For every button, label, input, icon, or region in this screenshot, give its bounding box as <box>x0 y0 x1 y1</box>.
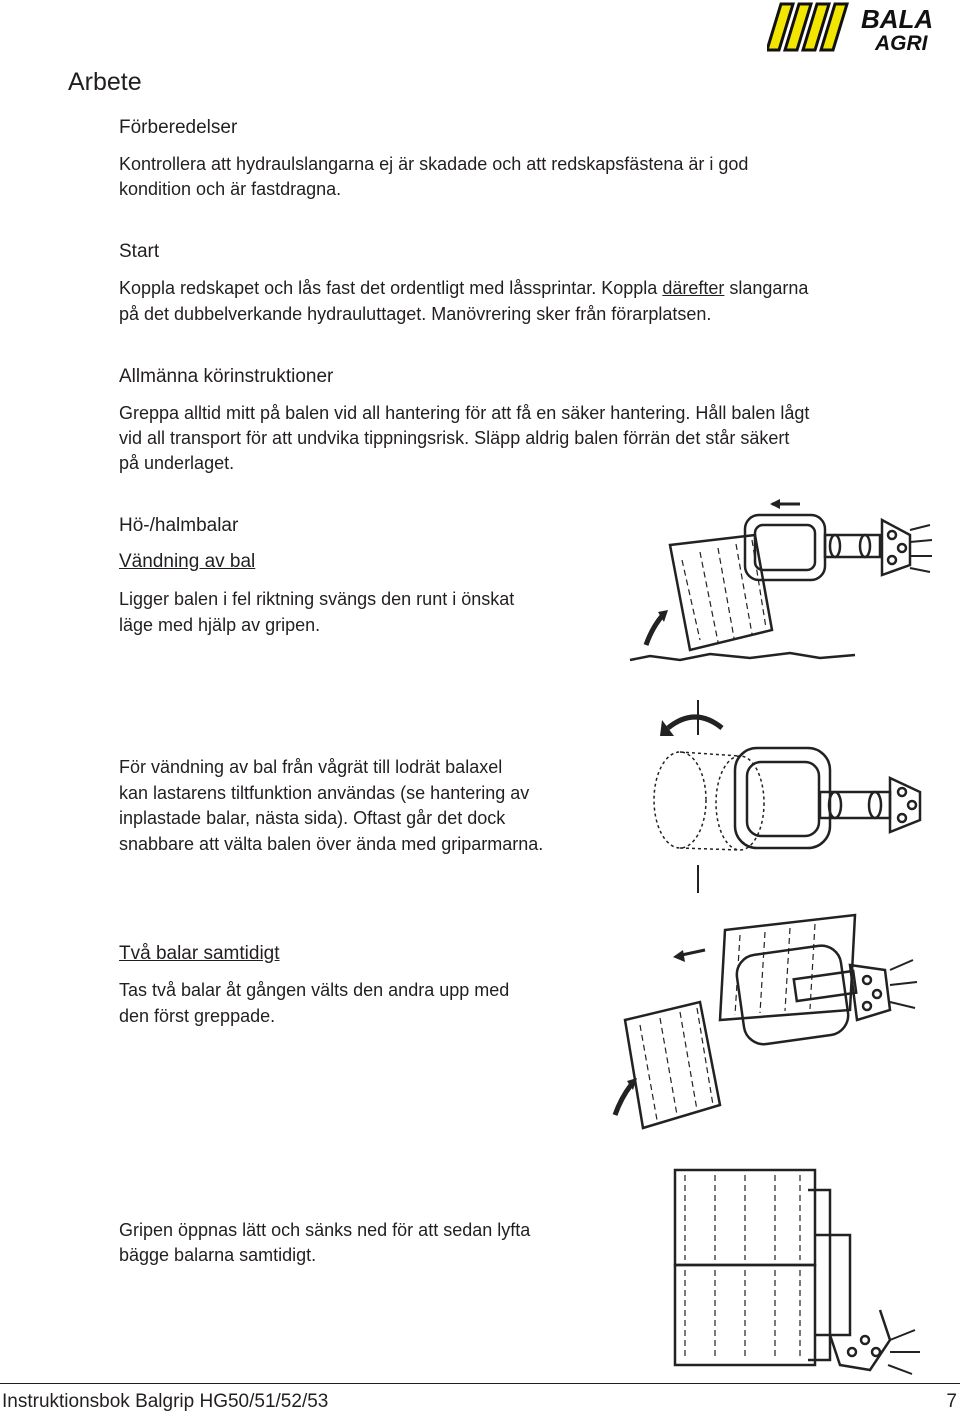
logo-text-agri: AGRI <box>875 32 928 52</box>
gripen-line-2: bägge balarna samtidigt. <box>119 1245 317 1265</box>
forberedelser-line-2: kondition och är fastdragna. <box>119 179 342 199</box>
tilt-arrow-icon <box>668 717 722 728</box>
subtitle-tva-balar: Två balar samtidigt <box>119 943 280 964</box>
bale-end <box>654 752 706 848</box>
footer-divider <box>0 1383 960 1384</box>
ho-line-2: läge med hjälp av gripen. <box>119 615 321 635</box>
section-title-start: Start <box>119 241 160 262</box>
start-line-1-part-a: Koppla redskapet och lås fast det ordentligt med låssprintar. Koppla <box>119 278 663 298</box>
ground-line <box>630 653 855 660</box>
page-heading: Arbete <box>68 68 142 96</box>
allmanna-line-2: vid all transport för att undvika tippningsrisk. Släpp aldrig balen förrän det står säkert <box>119 428 790 448</box>
vagratt-line-4: snabbare att välta balen över ända med griparmarna. <box>119 834 544 854</box>
rotate-arrow-icon <box>646 616 662 645</box>
bala-agri-logo <box>767 2 957 52</box>
vagratt-line-1: För vändning av bal från vågrät till lodrät balaxel <box>119 757 503 777</box>
rotate-arrow-icon <box>615 1085 631 1115</box>
section-title-allmanna: Allmänna körinstruktioner <box>119 366 334 387</box>
start-line-1-part-c: slangarna <box>724 278 809 298</box>
start-line-2: på det dubbelverkande hydrauluttaget. Manövrering sker från förarplatsen. <box>119 304 712 324</box>
subtitle-vandning: Vändning av bal <box>119 551 256 572</box>
lower-bale <box>625 1002 720 1128</box>
logo-stripes-icon <box>767 4 847 50</box>
footer-title: Instruktionsbok Balgrip HG50/51/52/53 <box>2 1391 329 1412</box>
allmanna-line-3: på underlaget. <box>119 453 235 473</box>
bale <box>670 535 772 650</box>
forberedelser-line-1: Kontrollera att hydraulslangarna ej är skadade och att redskapsfästena är i god <box>119 154 749 174</box>
gripen-line-1: Gripen öppnas lätt och sänks ned för att sedan lyfta <box>119 1220 531 1240</box>
allmanna-line-1: Greppa alltid mitt på balen vid all hantering för att få en säker hantering. Håll balen lågt <box>119 403 810 423</box>
figure-stacked-bales <box>640 1160 940 1380</box>
figure-two-bales <box>595 910 940 1135</box>
start-line-1 <box>119 276 808 302</box>
logo-text-bala: BALA <box>861 4 934 34</box>
figure-horizontal-bale <box>640 700 940 895</box>
vagratt-line-3: inplastade balar, nästa sida). Oftast går det dock <box>119 808 506 828</box>
figure-bale-rotation <box>620 490 940 665</box>
ho-line-1: Ligger balen i fel riktning svängs den runt i önskat <box>119 589 515 609</box>
page-number: 7 <box>946 1391 957 1412</box>
start-line-1-underlined: därefter <box>662 278 725 298</box>
section-title-forberedelser: Förberedelser <box>119 117 238 138</box>
tva-line-2: den först greppade. <box>119 1006 276 1026</box>
gripper-frame <box>825 535 880 557</box>
tva-line-1: Tas två balar åt gången välts den andra upp med <box>119 980 510 1000</box>
section-title-ho: Hö-/halmbalar <box>119 515 239 536</box>
vagratt-line-2: kan lastarens tiltfunktion användas (se hantering av <box>119 783 530 803</box>
